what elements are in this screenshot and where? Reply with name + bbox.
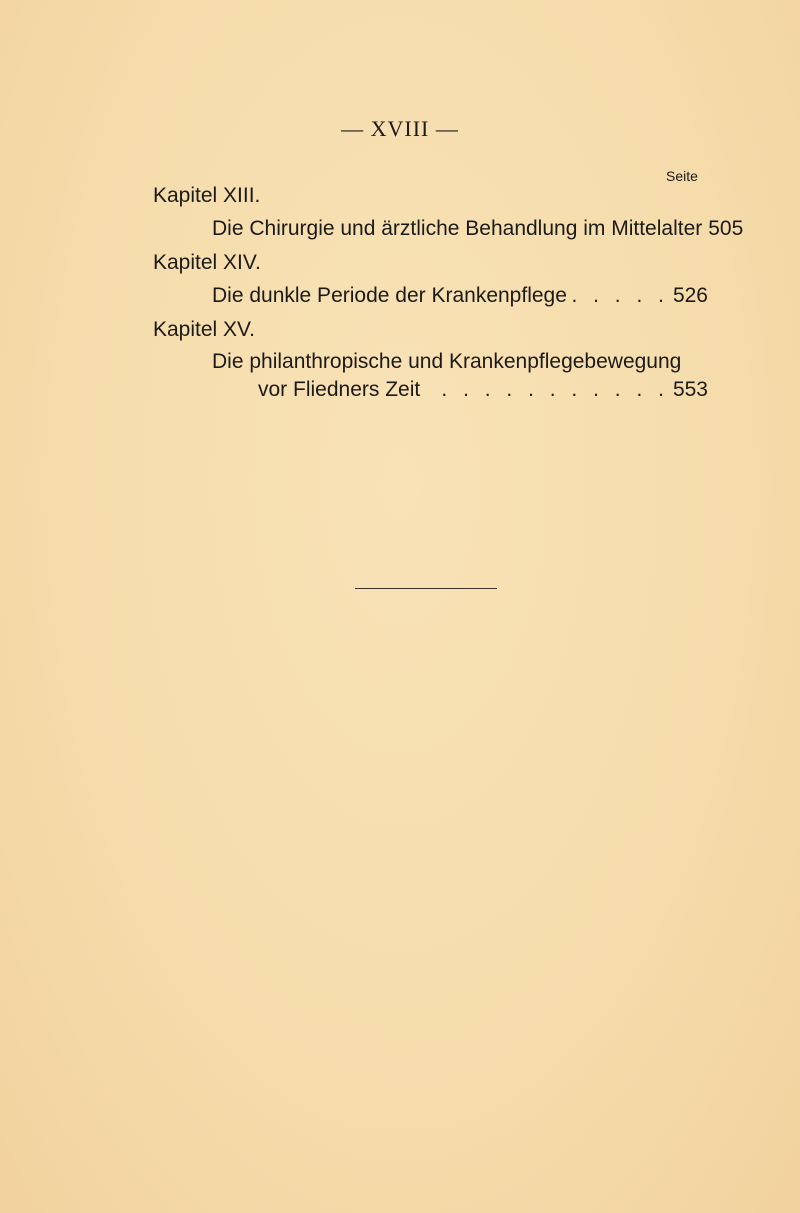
page-number-header: — XVIII — [341, 116, 459, 141]
toc-page-number: 505 [708, 217, 744, 240]
leader-dots: . . . . . . . . . . . [441, 378, 669, 401]
leader-dots: . . . . . [571, 284, 669, 307]
toc-entry[interactable] [212, 284, 708, 308]
section-end-rule [355, 588, 497, 589]
toc-entry[interactable] [258, 378, 708, 402]
chapter-heading: Kapitel XIII. [153, 184, 261, 207]
toc-entry-title-line1: Die philanthropische und Krankenpflegebewegung [212, 350, 682, 373]
chapter-heading: Kapitel XV. [153, 318, 255, 341]
chapter-heading: Kapitel XIV. [153, 251, 261, 274]
toc-entry-title: Die dunkle Periode der Krankenpflege [212, 284, 567, 307]
toc-entry-title: vor Fliedners Zeit [258, 378, 421, 401]
toc-entry[interactable] [212, 217, 744, 241]
toc-page-number: 553 [672, 378, 708, 401]
toc-entry-title: Die Chirurgie und ärztliche Behandlung im Mittelalter [212, 217, 703, 240]
page-column-label: Seite [666, 168, 698, 184]
toc-page-number: 526 [672, 284, 708, 307]
